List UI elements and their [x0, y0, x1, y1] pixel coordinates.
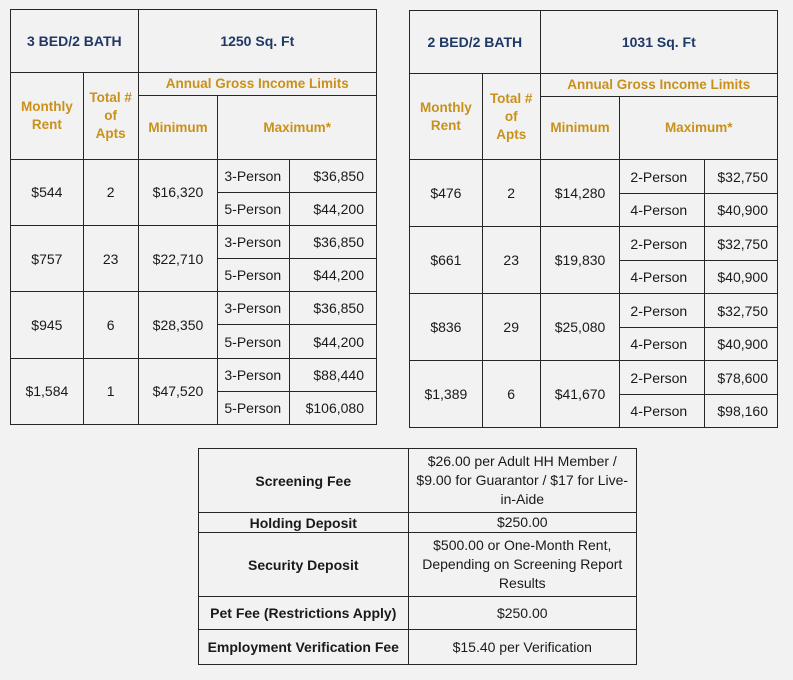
- two-bed-income-table: [409, 10, 778, 428]
- fee-value: $250.00: [408, 513, 636, 533]
- household-size-cell: 2-Person: [620, 294, 705, 328]
- unit-type-header: 2 BED/2 BATH: [410, 11, 541, 74]
- apts-cell: 6: [482, 361, 540, 428]
- minimum-cell: $14,280: [540, 160, 620, 227]
- maximum-cell: $88,440: [290, 358, 377, 391]
- household-size-cell: 5-Person: [218, 259, 290, 292]
- maximum-cell: $40,900: [705, 261, 778, 294]
- maximum-cell: $44,200: [290, 325, 377, 358]
- household-size-cell: 3-Person: [218, 292, 290, 325]
- minimum-cell: $16,320: [138, 159, 218, 225]
- household-size-cell: 2-Person: [620, 361, 705, 395]
- minimum-column-header: Minimum: [138, 96, 218, 159]
- table-row: [11, 358, 377, 391]
- square-footage-header: 1250 Sq. Ft: [138, 10, 376, 73]
- fee-value: $15.40 per Verification: [408, 630, 636, 665]
- fee-value: $500.00 or One-Month Rent, Depending on Screening Report Results: [408, 533, 636, 597]
- minimum-cell: $28,350: [138, 292, 218, 358]
- maximum-cell: $78,600: [705, 361, 778, 395]
- household-size-cell: 2-Person: [620, 160, 705, 194]
- rent-cell: $836: [410, 294, 483, 361]
- household-size-cell: 4-Person: [620, 328, 705, 361]
- rent-cell: $476: [410, 160, 483, 227]
- household-size-cell: 3-Person: [218, 159, 290, 192]
- household-size-cell: 4-Person: [620, 395, 705, 428]
- minimum-column-header: Minimum: [540, 97, 620, 160]
- rent-cell: $1,389: [410, 361, 483, 428]
- table-row: [410, 294, 778, 328]
- minimum-cell: $41,670: [540, 361, 620, 428]
- apts-cell: 1: [83, 358, 138, 424]
- maximum-cell: $40,900: [705, 194, 778, 227]
- rent-cell: $544: [11, 159, 84, 225]
- maximum-column-header: Maximum*: [620, 97, 778, 160]
- fees-table: [198, 448, 637, 665]
- fee-value: $250.00: [408, 597, 636, 630]
- rent-cell: $945: [11, 292, 84, 358]
- household-size-cell: 4-Person: [620, 261, 705, 294]
- monthly-rent-column-header: Monthly Rent: [410, 74, 483, 160]
- square-footage-header: 1031 Sq. Ft: [540, 11, 777, 74]
- apts-cell: 23: [83, 226, 138, 292]
- fee-label: Security Deposit: [199, 533, 409, 597]
- household-size-cell: 5-Person: [218, 192, 290, 225]
- fee-label: Screening Fee: [199, 449, 409, 513]
- apts-cell: 29: [482, 294, 540, 361]
- household-size-cell: 5-Person: [218, 391, 290, 424]
- unit-type-header: 3 BED/2 BATH: [11, 10, 139, 73]
- table-row: [199, 513, 637, 533]
- apts-cell: 2: [83, 159, 138, 225]
- maximum-cell: $32,750: [705, 160, 778, 194]
- table-row: [410, 160, 778, 194]
- apts-cell: 6: [83, 292, 138, 358]
- table-row: [199, 533, 637, 597]
- fee-label: Pet Fee (Restrictions Apply): [199, 597, 409, 630]
- fee-label: Holding Deposit: [199, 513, 409, 533]
- minimum-cell: $22,710: [138, 226, 218, 292]
- apts-cell: 23: [482, 227, 540, 294]
- household-size-cell: 3-Person: [218, 358, 290, 391]
- apts-cell: 2: [482, 160, 540, 227]
- table-row: [199, 630, 637, 665]
- maximum-cell: $44,200: [290, 259, 377, 292]
- table-row: [199, 597, 637, 630]
- table-row: [410, 227, 778, 261]
- maximum-cell: $44,200: [290, 192, 377, 225]
- rent-cell: $1,584: [11, 358, 84, 424]
- fee-label: Employment Verification Fee: [199, 630, 409, 665]
- maximum-cell: $32,750: [705, 227, 778, 261]
- household-size-cell: 2-Person: [620, 227, 705, 261]
- maximum-cell: $36,850: [290, 292, 377, 325]
- three-bed-income-table: [10, 9, 377, 425]
- household-size-cell: 3-Person: [218, 226, 290, 259]
- rent-cell: $757: [11, 226, 84, 292]
- minimum-cell: $47,520: [138, 358, 218, 424]
- maximum-cell: $98,160: [705, 395, 778, 428]
- table-row: [11, 159, 377, 192]
- table-row: [11, 226, 377, 259]
- maximum-cell: $36,850: [290, 159, 377, 192]
- table-row: [11, 292, 377, 325]
- household-size-cell: 5-Person: [218, 325, 290, 358]
- minimum-cell: $19,830: [540, 227, 620, 294]
- fee-value: $26.00 per Adult HH Member / $9.00 for Guarantor / $17 for Live-in-Aide: [408, 449, 636, 513]
- total-apts-column-header: Total # of Apts: [482, 74, 540, 160]
- maximum-cell: $36,850: [290, 226, 377, 259]
- table-row: [199, 449, 637, 513]
- maximum-cell: $40,900: [705, 328, 778, 361]
- table-row: [410, 361, 778, 395]
- rent-cell: $661: [410, 227, 483, 294]
- maximum-cell: $32,750: [705, 294, 778, 328]
- monthly-rent-column-header: Monthly Rent: [11, 73, 84, 159]
- income-limits-header: Annual Gross Income Limits: [138, 73, 376, 96]
- maximum-column-header: Maximum*: [218, 96, 377, 159]
- total-apts-column-header: Total # of Apts: [83, 73, 138, 159]
- income-limits-header: Annual Gross Income Limits: [540, 74, 777, 97]
- maximum-cell: $106,080: [290, 391, 377, 424]
- minimum-cell: $25,080: [540, 294, 620, 361]
- household-size-cell: 4-Person: [620, 194, 705, 227]
